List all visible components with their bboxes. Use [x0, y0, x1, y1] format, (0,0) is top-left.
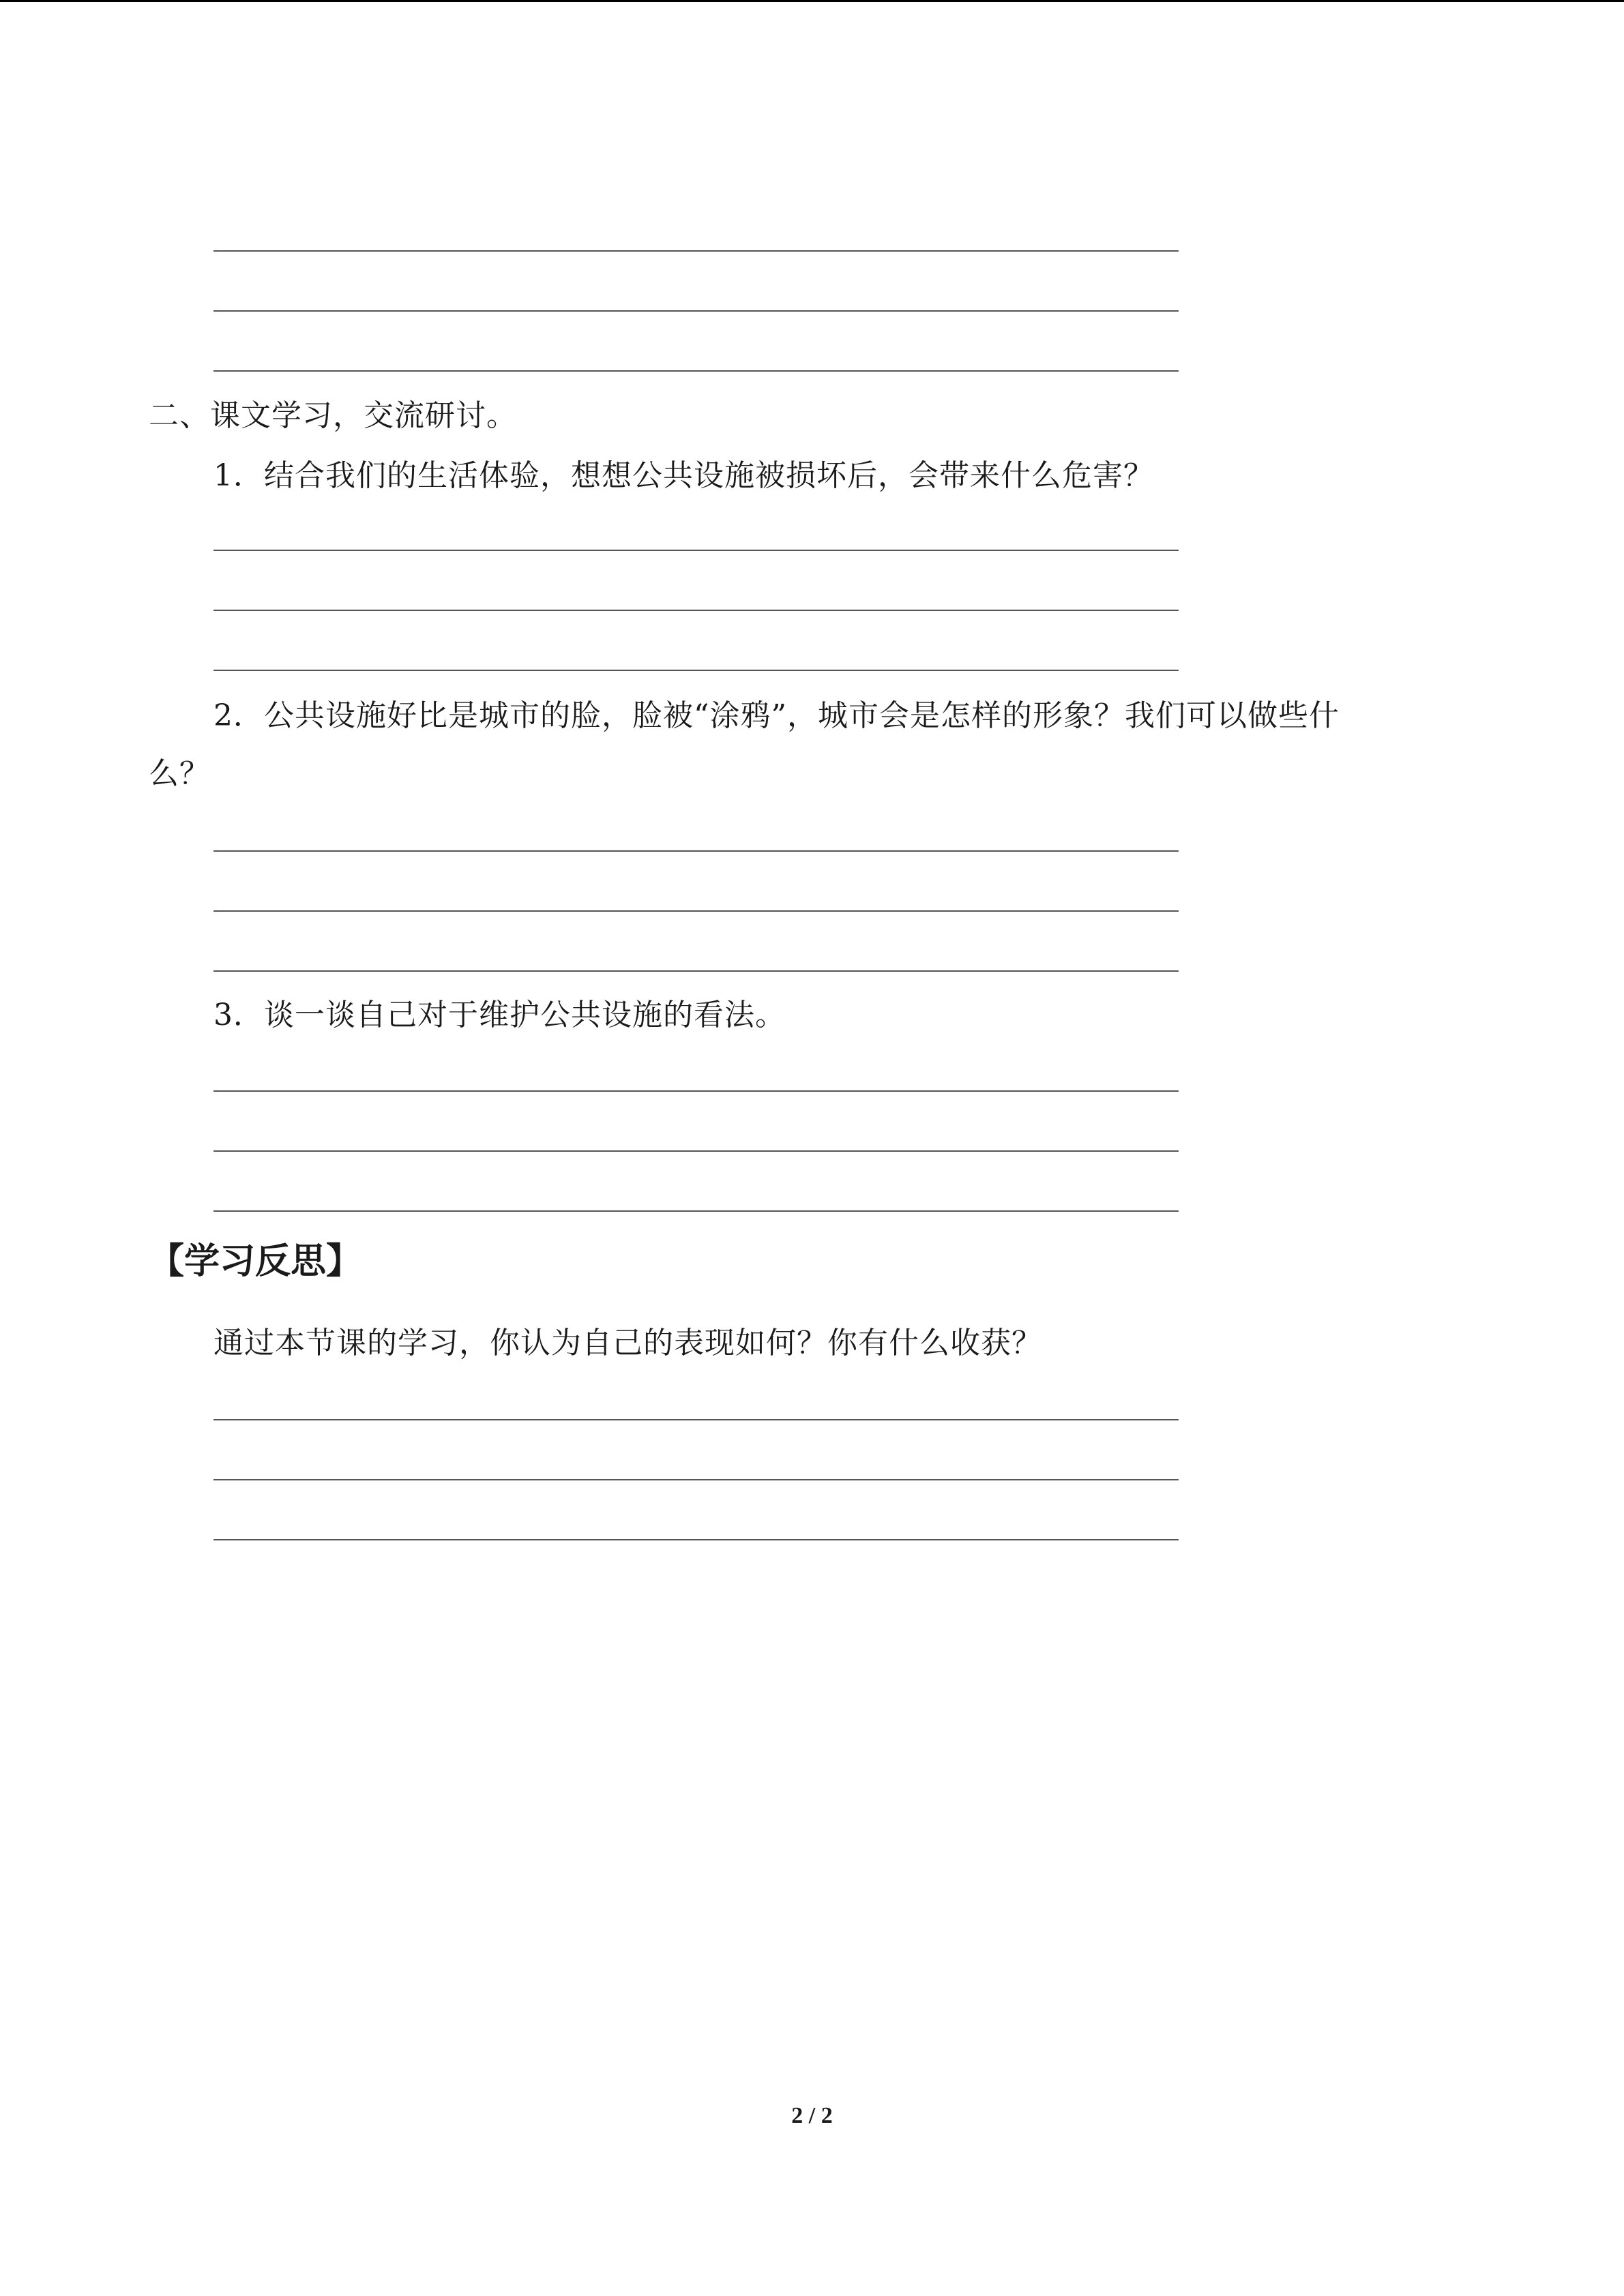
answer-line[interactable] [213, 550, 1179, 551]
answer-line[interactable] [213, 610, 1179, 611]
answer-line[interactable] [213, 1150, 1179, 1152]
answer-line[interactable] [213, 1479, 1179, 1480]
reflection-prompt: 通过本节课的学习，你认为自己的表现如何？你有什么收获？ [213, 1326, 1042, 1360]
answer-line[interactable] [213, 970, 1179, 972]
section-title: 二、课文学习，交流研讨。 [149, 398, 517, 433]
answer-line[interactable] [213, 910, 1179, 912]
question-1: 1．结合我们的生活体验，想想公共设施被损坏后，会带来什么危害？ [213, 458, 1154, 493]
answer-line[interactable] [213, 1090, 1179, 1092]
answer-line[interactable] [213, 250, 1179, 252]
page-top-border [0, 0, 1624, 2]
answer-line[interactable] [213, 310, 1179, 312]
question-3: 3．谈一谈自己对于维护公共设施的看法。 [213, 998, 786, 1032]
question-2-line-1: 2．公共设施好比是城市的脸，脸被“涂鸦”，城市会是怎样的形象？我们可以做些什 [213, 698, 1340, 733]
page-number: 2 / 2 [791, 2103, 833, 2128]
answer-line[interactable] [213, 1210, 1179, 1212]
answer-line[interactable] [213, 370, 1179, 372]
answer-line[interactable] [213, 850, 1179, 852]
answer-line[interactable] [213, 1419, 1179, 1420]
answer-line[interactable] [213, 1539, 1179, 1540]
reflection-heading: 【学习反思】 [149, 1241, 362, 1282]
question-2-line-2: 么？ [149, 756, 210, 791]
answer-line[interactable] [213, 670, 1179, 671]
